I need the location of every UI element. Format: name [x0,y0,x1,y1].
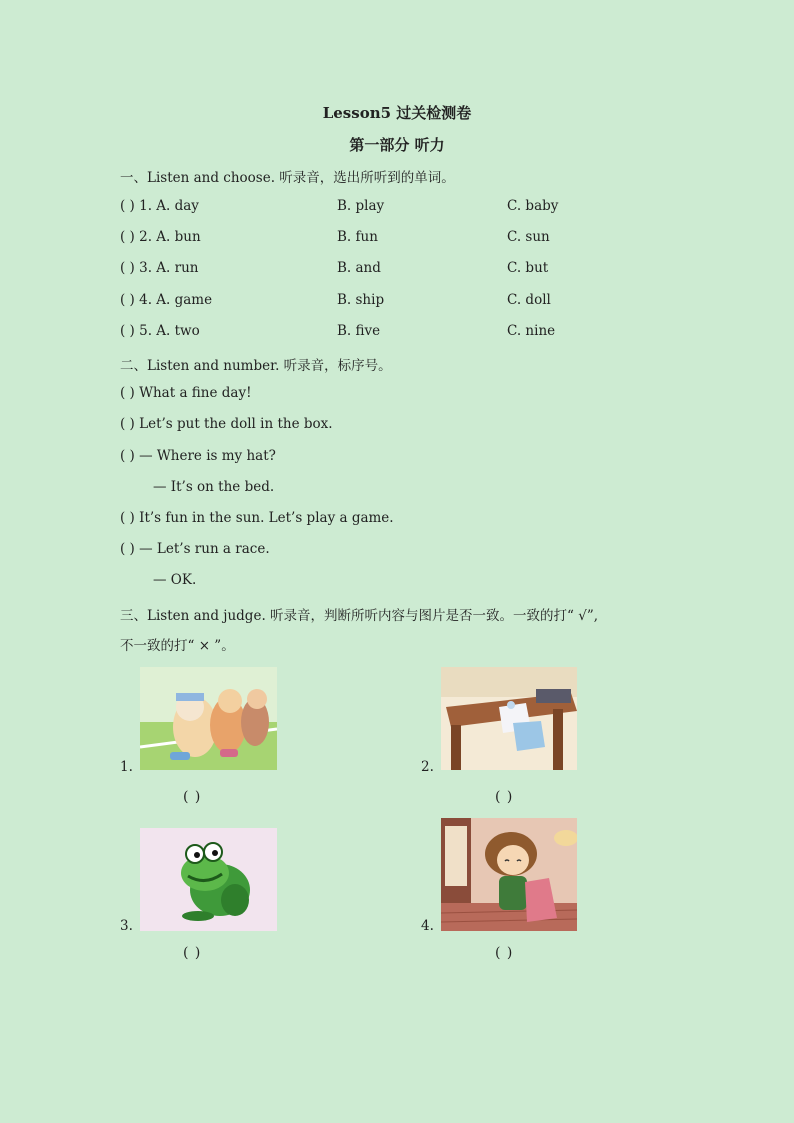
frog-picture [140,828,277,931]
section2-heading: 二、Listen and number. 听录音，标序号。 [120,358,392,374]
number-line: ( ) It’s fun in the sun. Let’s play a game. [120,510,394,526]
choice-question: ( ) 1. A. day [120,198,199,214]
choice-question: ( ) 5. A. two [120,323,200,339]
choice-option-c: C. doll [507,292,551,308]
answer-blank[interactable]: ( ) [495,945,514,961]
shirt-on-desk-picture [441,667,577,770]
page-title: Lesson5 过关检测卷 [322,104,472,122]
choice-option-b: B. ship [337,292,385,308]
choice-option-c: C. nine [507,323,556,339]
number-line: ( ) What a fine day! [120,385,252,401]
number-line: ( ) — Let’s run a race. [120,541,270,557]
picture-number: 1. [120,759,133,775]
answer-blank[interactable]: ( ) [183,789,202,805]
section3-heading: 三、Listen and judge. 听录音，判断所听内容与图片是否一致。一致的打“ √”, [120,608,599,624]
choice-question: ( ) 3. A. run [120,260,199,276]
choice-question: ( ) 4. A. game [120,292,213,308]
choice-option-b: B. fun [337,229,378,245]
kids-racing-picture [140,667,277,770]
choice-option-b: B. and [337,260,381,276]
choice-option-b: B. five [337,323,381,339]
answer-blank[interactable]: ( ) [183,945,202,961]
number-line: ( ) — Where is my hat? [120,448,276,464]
answer-blank[interactable]: ( ) [495,789,514,805]
number-line: ( ) Let’s put the doll in the box. [120,416,333,432]
picture-number: 4. [421,918,434,934]
choice-question: ( ) 2. A. bun [120,229,201,245]
section1-heading: 一、Listen and choose. 听录音，选出所听到的单词。 [120,170,455,186]
choice-option-c: C. but [507,260,549,276]
picture-number: 2. [421,759,434,775]
number-line-reply: — OK. [153,572,197,588]
page-subtitle: 第一部分 听力 [349,136,445,154]
choice-option-b: B. play [337,198,385,214]
section3-heading-cont: 不一致的打“ × ”。 [120,638,235,654]
number-line-reply: — It’s on the bed. [153,479,275,495]
picture-number: 3. [120,918,133,934]
choice-option-c: C. sun [507,229,550,245]
choice-option-c: C. baby [507,198,559,214]
girl-with-dress-picture [441,818,577,931]
